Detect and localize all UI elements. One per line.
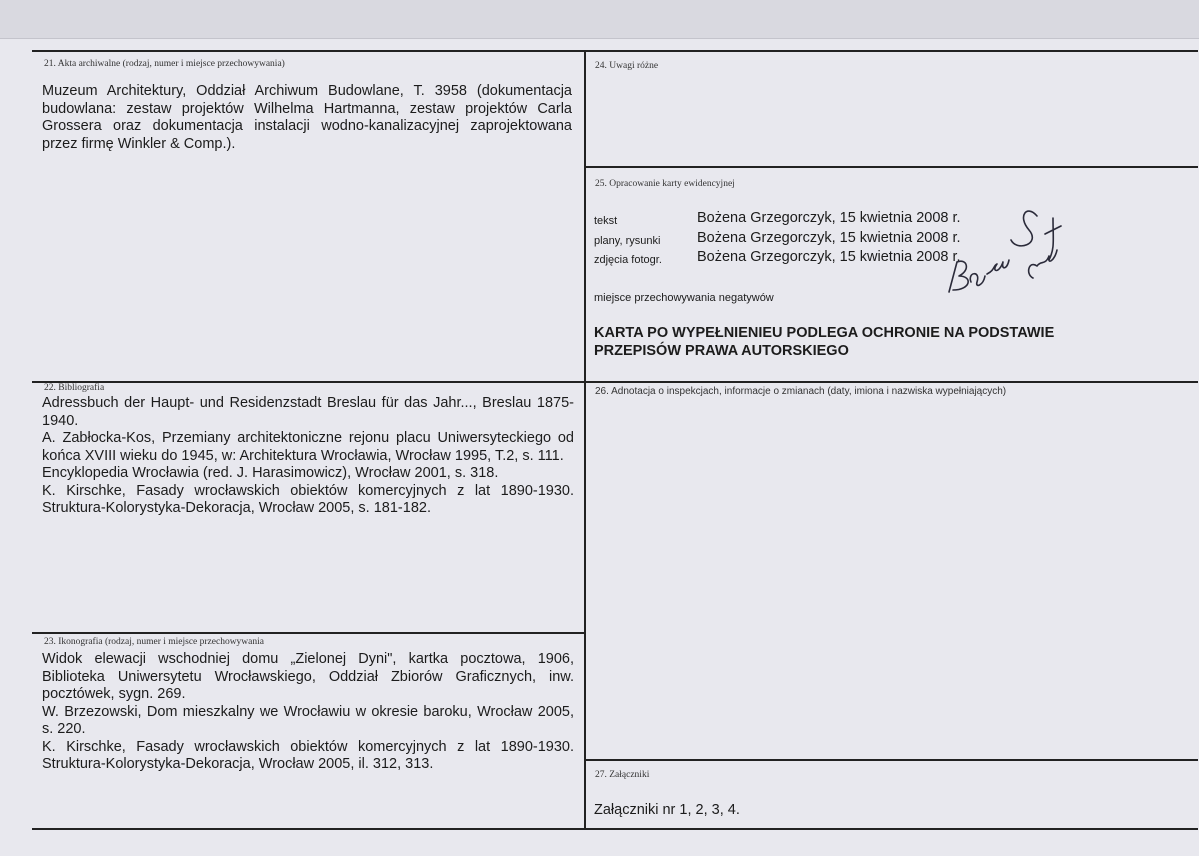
- iconography-entry: K. Kirschke, Fasady wrocławskich obiektów komercyjnych z lat 1890-1930. Struktura-Kolorystyka-Dekoracja, Wrocław 2005, il. 312, 313.: [42, 738, 574, 772]
- credit-value-text: Bożena Grzegorczyk, 15 kwietnia 2008 r.: [697, 210, 961, 226]
- copyright-notice: KARTA PO WYPEŁNIENIEU PODLEGA OCHRONIE NA PODSTAWIE PRZEPISÓW PRAWA AUTORSKIEGO: [594, 325, 1055, 359]
- section-27-label: 27. Załączniki: [595, 770, 650, 780]
- iconography-entry: Widok elewacji wschodniej domu „Zielonej Dyni", kartka pocztowa, 1906, Biblioteka Uniwersytetu Wrocławskiego, Oddział Zbiorów Graficznych, inw. pocztówek, sygn. 269.: [42, 651, 574, 702]
- section-24-label: 24. Uwagi różne: [595, 61, 659, 71]
- section-21-text: Muzeum Architektury, Oddział Archiwum Budowlane, T. 3958 (dokumentacja budowlana: zestaw projektów Wilhelma Hartmanna, zestaw projektów Carla Grossera oraz dokumentacja instalacji wodno-kanalizacyjnej zaprojektowana przez firmę Winkler & Comp.).: [42, 83, 572, 152]
- bibliography-entry: A. Zabłocka-Kos, Przemiany architektoniczne rejonu placu Uniwersyteckiego od końca XVIII wieku do 1945, w: Architektura Wrocławia, Wrocław 1995, T.2, s. 111.: [42, 430, 574, 464]
- column-divider: [584, 52, 586, 828]
- divider-25-26: [585, 381, 1198, 383]
- bibliography-entry: K. Kirschke, Fasady wrocławskich obiektów komercyjnych z lat 1890-1930. Struktura-Kolorystyka-Dekoracja, Wrocław 2005, s. 181-182.: [42, 482, 574, 516]
- credit-key-text: tekst: [594, 215, 618, 227]
- signature-stroke: [1011, 211, 1037, 246]
- credit-key-photos: zdjęcia fotogr.: [594, 254, 662, 266]
- signature-stroke: [987, 260, 1009, 274]
- bibliography-entry: Encyklopedia Wrocławia (red. J. Harasimowicz), Wrocław 2001, s. 318.: [42, 465, 499, 481]
- credit-value-photos: Bożena Grzegorczyk, 15 kwietnia 2008 r.: [697, 249, 961, 265]
- section-23-label: 23. Ikonografia (rodzaj, numer i miejsce przechowywania: [44, 637, 264, 647]
- scan-top-edge: [0, 0, 1199, 39]
- section-25-label: 25. Opracowanie karty ewidencyjnej: [595, 179, 735, 189]
- section-21-label: 21. Akta archiwalne (rodzaj, numer i miejsce przechowywania): [44, 59, 285, 69]
- section-26-label: 26. Adnotacja o inspekcjach, informacje o zmianach (daty, imiona i nazwiska wypełniających): [595, 386, 1007, 397]
- negatives-location-label: miejsce przechowywania negatywów: [594, 292, 774, 304]
- section-22-bibliography: [42, 395, 574, 518]
- attachments-text: Załączniki nr 1, 2, 3, 4.: [594, 802, 740, 818]
- section-22-label: 22. Bibliografia: [44, 383, 105, 393]
- signature-stroke: [970, 274, 985, 286]
- credit-value-plans: Bożena Grzegorczyk, 15 kwietnia 2008 r.: [697, 230, 961, 246]
- divider-22-23: [32, 632, 584, 634]
- divider-21-22: [32, 381, 584, 383]
- bibliography-entry: Adressbuch der Haupt- und Residenzstadt Breslau für das Jahr..., Breslau 1875-1940.: [42, 395, 574, 429]
- handwritten-signature: [937, 200, 1067, 300]
- registry-card-form: [32, 50, 1198, 830]
- signature-stroke: [1029, 218, 1061, 278]
- section-23-iconography: [42, 651, 574, 774]
- credit-key-plans: plany, rysunki: [594, 235, 661, 247]
- signature-stroke: [949, 261, 968, 292]
- iconography-entry: W. Brzezowski, Dom mieszkalny we Wrocławiu w okresie baroku, Wrocław 2005, s. 220.: [42, 703, 574, 737]
- divider-26-27: [585, 759, 1198, 761]
- divider-24-25: [585, 166, 1198, 168]
